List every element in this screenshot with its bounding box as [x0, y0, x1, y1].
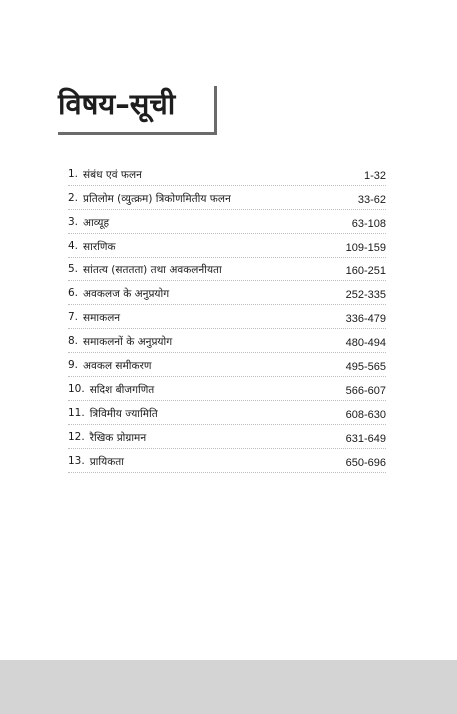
toc-number: 5. [68, 263, 79, 276]
toc-page-range: 33-62 [357, 193, 386, 206]
toc-number: 11. [68, 406, 85, 419]
toc-chapter-title: रैखिक प्रोग्रामन [89, 431, 147, 444]
toc-chapter-title: सारणिक [83, 240, 116, 253]
toc-number: 3. [68, 215, 79, 228]
toc-page-range: 63-108 [351, 217, 386, 230]
toc-row [68, 281, 386, 305]
toc-row [68, 258, 386, 282]
toc-row [68, 305, 386, 329]
toc-page-range: 1-32 [363, 169, 386, 182]
footer-band [0, 660, 457, 714]
toc-chapter-title: सांतत्य (सततता) तथा अवकलनीयता [83, 264, 222, 277]
toc-chapter-title: समाकलन [83, 312, 121, 325]
toc-chapter-title: समाकलनों के अनुप्रयोग [83, 336, 173, 349]
toc-row [68, 329, 386, 353]
toc-row [68, 449, 386, 473]
toc-number: 13. [68, 454, 85, 467]
toc-row [68, 234, 386, 258]
toc-number: 12. [68, 430, 85, 443]
toc-page-range: 480-494 [345, 337, 386, 350]
table-of-contents [68, 162, 386, 473]
toc-number: 1. [68, 167, 79, 180]
toc-chapter-title: त्रिविमीय ज्यामिति [89, 407, 158, 420]
toc-row [68, 353, 386, 377]
toc-number: 2. [68, 191, 79, 204]
toc-page-range: 252-335 [345, 289, 386, 302]
toc-chapter-title: प्रायिकता [89, 455, 124, 468]
toc-page-range: 566-607 [345, 384, 386, 397]
toc-number: 10. [68, 382, 85, 395]
toc-number: 8. [68, 335, 79, 348]
toc-row [68, 186, 386, 210]
toc-row [68, 210, 386, 234]
toc-number: 6. [68, 287, 79, 300]
toc-number: 9. [68, 359, 79, 372]
toc-chapter-title: संबंध एवं फलन [83, 168, 142, 181]
toc-chapter-title: प्रतिलोम (व्युत्क्रम) त्रिकोणमितीय फलन [83, 192, 231, 205]
toc-chapter-title: आव्यूह [83, 216, 110, 229]
toc-chapter-title: सदिश बीजगणित [89, 383, 155, 396]
toc-row [68, 425, 386, 449]
toc-row [68, 377, 386, 401]
toc-chapter-title: अवकल समीकरण [83, 360, 152, 373]
toc-page-range: 495-565 [345, 361, 386, 374]
toc-page-range: 109-159 [345, 241, 386, 254]
toc-page-range: 336-479 [345, 313, 386, 326]
toc-page-range: 608-630 [345, 408, 386, 421]
toc-page-range: 160-251 [345, 265, 386, 278]
toc-page-range: 631-649 [345, 432, 386, 445]
page-title: विषय–सूची [58, 87, 176, 121]
toc-number: 7. [68, 311, 79, 324]
toc-number: 4. [68, 239, 79, 252]
toc-page-range: 650-696 [345, 456, 386, 469]
toc-row [68, 162, 386, 186]
toc-row [68, 401, 386, 425]
toc-chapter-title: अवकलज के अनुप्रयोग [83, 288, 170, 301]
title-box [58, 86, 217, 135]
